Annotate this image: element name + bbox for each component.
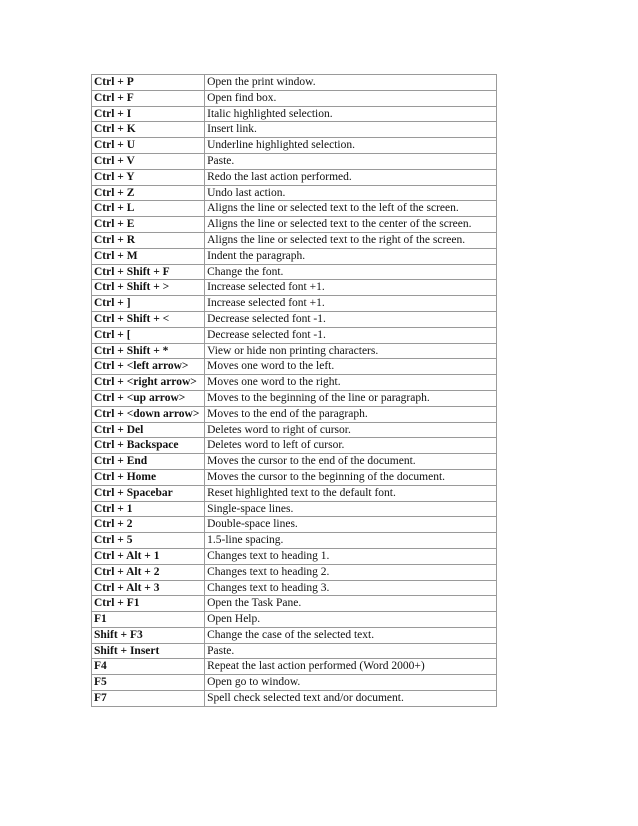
shortcut-key-cell: Ctrl + Alt + 1 [92,548,205,564]
shortcut-description-cell: Repeat the last action performed (Word 2000+) [205,659,497,675]
shortcut-key-cell: F1 [92,612,205,628]
table-row [92,438,497,454]
shortcut-key-cell: Ctrl + P [92,75,205,91]
shortcut-description-cell: Aligns the line or selected text to the center of the screen. [205,217,497,233]
shortcut-key-cell: Ctrl + Del [92,422,205,438]
table-row [92,501,497,517]
shortcut-description-cell: 1.5-line spacing. [205,533,497,549]
shortcut-key-cell: Ctrl + [ [92,327,205,343]
shortcut-key-cell: Ctrl + K [92,122,205,138]
table-row [92,485,497,501]
shortcut-key-cell: Ctrl + <left arrow> [92,359,205,375]
table-row [92,659,497,675]
shortcut-description-cell: Moves the cursor to the beginning of the document. [205,469,497,485]
shortcut-key-cell: Ctrl + Spacebar [92,485,205,501]
shortcut-description-cell: Underline highlighted selection. [205,138,497,154]
shortcut-key-cell: Ctrl + <right arrow> [92,375,205,391]
shortcut-key-cell: Ctrl + ] [92,296,205,312]
table-row [92,201,497,217]
shortcut-key-cell: Ctrl + Z [92,185,205,201]
shortcut-key-cell: Shift + Insert [92,643,205,659]
shortcut-description-cell: Open the print window. [205,75,497,91]
shortcut-key-cell: Ctrl + L [92,201,205,217]
shortcut-description-cell: Increase selected font +1. [205,296,497,312]
table-row [92,75,497,91]
table-row [92,122,497,138]
table-row [92,580,497,596]
table-row [92,232,497,248]
table-row [92,296,497,312]
shortcut-key-cell: Ctrl + E [92,217,205,233]
shortcut-key-cell: Ctrl + Backspace [92,438,205,454]
shortcut-description-cell: Moves to the end of the paragraph. [205,406,497,422]
shortcut-description-cell: Open go to window. [205,675,497,691]
shortcut-description-cell: Changes text to heading 3. [205,580,497,596]
shortcut-key-cell: Ctrl + 1 [92,501,205,517]
shortcut-key-cell: Ctrl + 5 [92,533,205,549]
shortcut-description-cell: Spell check selected text and/or document. [205,691,497,707]
shortcut-key-cell: Shift + F3 [92,627,205,643]
shortcut-description-cell: Moves to the beginning of the line or paragraph. [205,390,497,406]
shortcut-description-cell: Increase selected font +1. [205,280,497,296]
table-row [92,691,497,707]
table-row [92,517,497,533]
shortcut-description-cell: Aligns the line or selected text to the left of the screen. [205,201,497,217]
shortcut-description-cell: Reset highlighted text to the default font. [205,485,497,501]
shortcut-key-cell: F4 [92,659,205,675]
shortcut-description-cell: Paste. [205,153,497,169]
shortcut-description-cell: Changes text to heading 2. [205,564,497,580]
shortcut-key-cell: Ctrl + V [92,153,205,169]
shortcut-key-cell: F5 [92,675,205,691]
shortcut-description-cell: Deletes word to left of cursor. [205,438,497,454]
shortcut-key-cell: Ctrl + Shift + F [92,264,205,280]
shortcut-key-cell: Ctrl + F1 [92,596,205,612]
shortcut-description-cell: Moves one word to the left. [205,359,497,375]
shortcut-description-cell: Change the font. [205,264,497,280]
table-row [92,169,497,185]
shortcut-description-cell: Deletes word to right of cursor. [205,422,497,438]
table-row [92,675,497,691]
table-row [92,406,497,422]
shortcut-description-cell: Italic highlighted selection. [205,106,497,122]
table-row [92,90,497,106]
shortcut-description-cell: Moves one word to the right. [205,375,497,391]
table-row [92,248,497,264]
shortcut-description-cell: Undo last action. [205,185,497,201]
table-row [92,548,497,564]
shortcut-table-body [92,75,497,707]
table-row [92,327,497,343]
table-row [92,533,497,549]
table-row [92,643,497,659]
shortcut-key-cell: Ctrl + Alt + 2 [92,564,205,580]
shortcut-key-cell: Ctrl + <down arrow> [92,406,205,422]
shortcut-description-cell: View or hide non printing characters. [205,343,497,359]
shortcut-description-cell: Insert link. [205,122,497,138]
shortcut-key-cell: Ctrl + U [92,138,205,154]
shortcut-key-cell: Ctrl + End [92,454,205,470]
shortcut-description-cell: Moves the cursor to the end of the document. [205,454,497,470]
table-row [92,390,497,406]
shortcut-key-cell: Ctrl + Shift + > [92,280,205,296]
shortcut-key-cell: Ctrl + Home [92,469,205,485]
shortcut-table [91,74,497,707]
shortcut-key-cell: Ctrl + I [92,106,205,122]
shortcut-description-cell: Open find box. [205,90,497,106]
shortcut-key-cell: Ctrl + Shift + < [92,311,205,327]
table-row [92,454,497,470]
shortcut-description-cell: Decrease selected font -1. [205,311,497,327]
table-row [92,343,497,359]
shortcut-description-cell: Change the case of the selected text. [205,627,497,643]
table-row [92,422,497,438]
table-row [92,627,497,643]
table-row [92,564,497,580]
table-row [92,153,497,169]
table-row [92,359,497,375]
table-row [92,264,497,280]
table-row [92,106,497,122]
shortcut-key-cell: Ctrl + M [92,248,205,264]
shortcut-key-cell: Ctrl + R [92,232,205,248]
table-row [92,185,497,201]
shortcut-key-cell: Ctrl + Shift + * [92,343,205,359]
shortcut-description-cell: Paste. [205,643,497,659]
shortcut-description-cell: Open the Task Pane. [205,596,497,612]
shortcut-key-cell: Ctrl + 2 [92,517,205,533]
table-row [92,375,497,391]
shortcut-description-cell: Open Help. [205,612,497,628]
shortcut-description-cell: Decrease selected font -1. [205,327,497,343]
table-row [92,217,497,233]
shortcut-key-cell: Ctrl + Y [92,169,205,185]
shortcut-description-cell: Changes text to heading 1. [205,548,497,564]
table-row [92,280,497,296]
shortcut-description-cell: Redo the last action performed. [205,169,497,185]
shortcut-key-cell: F7 [92,691,205,707]
table-row [92,138,497,154]
table-row [92,311,497,327]
table-row [92,612,497,628]
shortcut-description-cell: Single-space lines. [205,501,497,517]
shortcut-key-cell: Ctrl + <up arrow> [92,390,205,406]
shortcut-description-cell: Double-space lines. [205,517,497,533]
shortcut-description-cell: Aligns the line or selected text to the right of the screen. [205,232,497,248]
shortcut-description-cell: Indent the paragraph. [205,248,497,264]
shortcut-key-cell: Ctrl + F [92,90,205,106]
table-row [92,596,497,612]
table-row [92,469,497,485]
shortcut-key-cell: Ctrl + Alt + 3 [92,580,205,596]
